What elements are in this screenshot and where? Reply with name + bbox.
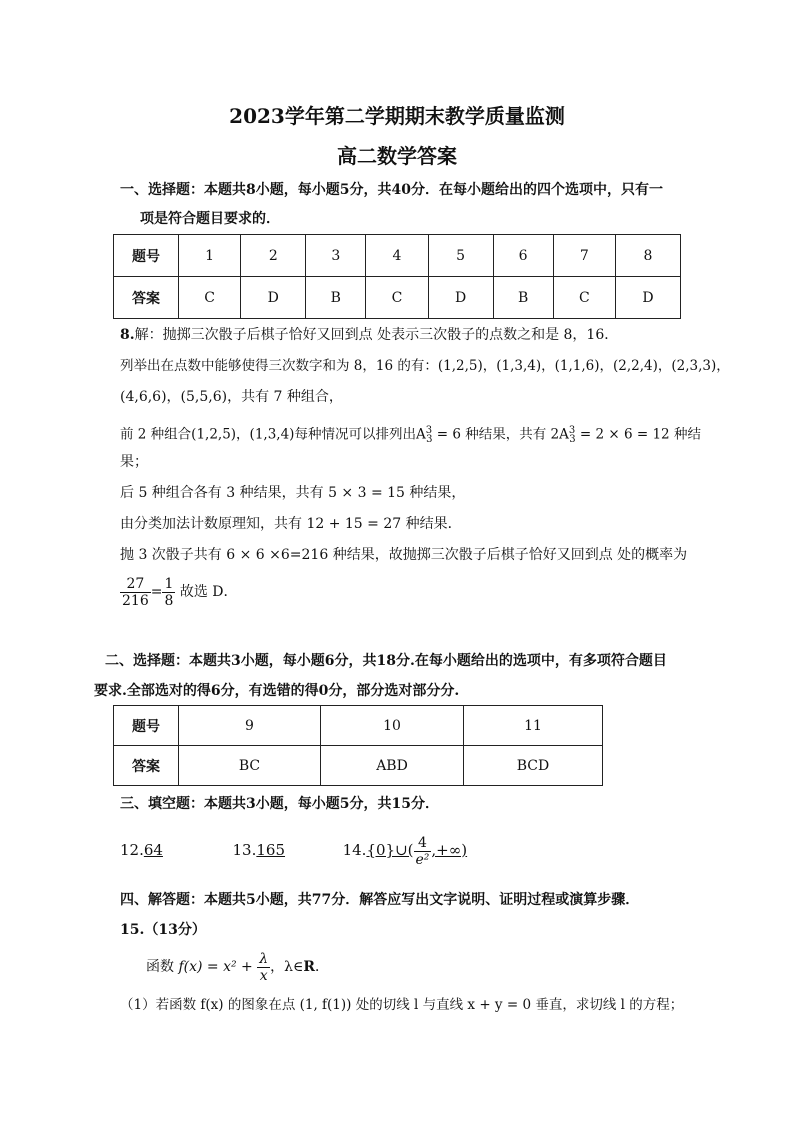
- q12-answer: 64: [143, 841, 163, 859]
- q15-function: 函数 f(x) = x² + $\frac{\lambda}{x}$ ，λ∈R．: [146, 950, 329, 984]
- question-number: 1: [179, 235, 241, 277]
- section2-answer-table: [113, 705, 603, 786]
- solution8-line8: 抛 3 次骰子共有 6 × 6 ×6=216 种结果，故抛掷三次骰子后棋子恰好又回到点 处的概率为: [120, 547, 688, 563]
- solution8-line3: (4,6,6)，(5,5,6)，共有 7 种组合，: [120, 389, 343, 405]
- question-number: 9: [179, 706, 321, 746]
- q12-label: 12.: [120, 841, 144, 859]
- section2-heading-line2: 要求.全部选对的得6分，有选错的得0分，部分选对部分分.: [94, 683, 460, 699]
- answer-cell: C: [179, 277, 241, 319]
- solution8-line2: 列举出在点数中能够使得三次数字和为 8，16 的有：(1,2,5)，(1,3,4)，(1,1,6)，(2,2,4)，(2,3,3)，: [120, 358, 730, 374]
- question-number: 8: [615, 235, 680, 277]
- fill-blank-answers: [120, 830, 467, 870]
- answer-cell: C: [366, 277, 428, 319]
- question-number: 3: [306, 235, 366, 277]
- answer-cell: BC: [179, 746, 321, 786]
- question-number: 5: [428, 235, 493, 277]
- row-label-question: 题号: [114, 706, 179, 746]
- solution8-result: $\frac{27}{216}$ = $\frac{1}{8}$ 故选 D．: [122, 575, 238, 609]
- solution8-line4: 前 2 种组合(1,2,5)，(1,3,4)每种情况可以排列出$A^3_3 = 6$ 种结果，共有 $2A^3_3 = 2 \times 6 = 12$ 种结: [120, 425, 701, 446]
- page-title: 2023学年第二学期期末教学质量监测: [229, 104, 565, 128]
- question-number: 10: [321, 706, 464, 746]
- answer-cell: B: [306, 277, 366, 319]
- q15-label: 15.（13分）: [120, 922, 206, 938]
- q13-answer: 165: [256, 841, 286, 859]
- answer-cell: C: [553, 277, 615, 319]
- section3-heading: 三、填空题：本题共3小题，每小题5分，共15分．: [120, 796, 439, 812]
- solution8-line1: 8.解：抛掷三次骰子后棋子恰好又回到点 处表示三次骰子的点数之和是 8，16．: [120, 327, 619, 343]
- q14-label: 14.: [342, 841, 367, 859]
- table-row: [114, 235, 681, 277]
- section2-heading-line1: 二、选择题：本题共3小题，每小题6分，共18分.在每小题给出的选项中，有多项符合题目: [105, 653, 667, 669]
- q14-answer: {0}∪( $\frac{4}{\text{e²}}$ ,+∞): [366, 834, 468, 868]
- fraction-27-216: $\frac{27}{216}$: [122, 575, 149, 609]
- q15-part1: （1）若函数 f(x) 的图象在点 (1, f(1)) 处的切线 l 与直线 x + y = 0 垂直，求切线 l 的方程；: [120, 997, 684, 1013]
- row-label-answer: 答案: [114, 746, 179, 786]
- solution8-line7: 由分类加法计数原理知，共有 12 + 15 = 27 种结果．: [120, 516, 462, 532]
- answer-cell: ABD: [321, 746, 464, 786]
- section1-answer-table: [113, 234, 681, 319]
- question-number: 7: [553, 235, 615, 277]
- page-subtitle: 高二数学答案: [337, 144, 457, 168]
- table-row: [114, 746, 603, 786]
- question-number: 6: [493, 235, 553, 277]
- answer-cell: D: [428, 277, 493, 319]
- table-row: [114, 706, 603, 746]
- question-number: 2: [241, 235, 306, 277]
- q13-label: 13.: [232, 841, 257, 859]
- answer-cell: BCD: [464, 746, 603, 786]
- row-label-question: 题号: [114, 235, 179, 277]
- row-label-answer: 答案: [114, 277, 179, 319]
- question-number: 4: [366, 235, 428, 277]
- answer-cell: D: [241, 277, 306, 319]
- question-number: 11: [464, 706, 603, 746]
- solution8-line6: 后 5 种组合各有 3 种结果，共有 5 × 3 = 15 种结果，: [120, 485, 466, 501]
- solution8-line5: 果；: [120, 454, 148, 470]
- solution8-label: 8.: [120, 327, 135, 343]
- table-row: [114, 277, 681, 319]
- fraction-1-8: $\frac{1}{8}$: [164, 575, 174, 609]
- answer-cell: B: [493, 277, 553, 319]
- section1-heading-line1: 一、选择题：本题共8小题，每小题5分，共40分．在每小题给出的四个选项中，只有一: [120, 182, 663, 198]
- answer-cell: D: [615, 277, 680, 319]
- section4-heading: 四、解答题：本题共5小题，共77分．解答应写出文字说明、证明过程或演算步骤．: [120, 892, 640, 908]
- section1-heading-line2: 项是符合题目要求的．: [140, 211, 280, 227]
